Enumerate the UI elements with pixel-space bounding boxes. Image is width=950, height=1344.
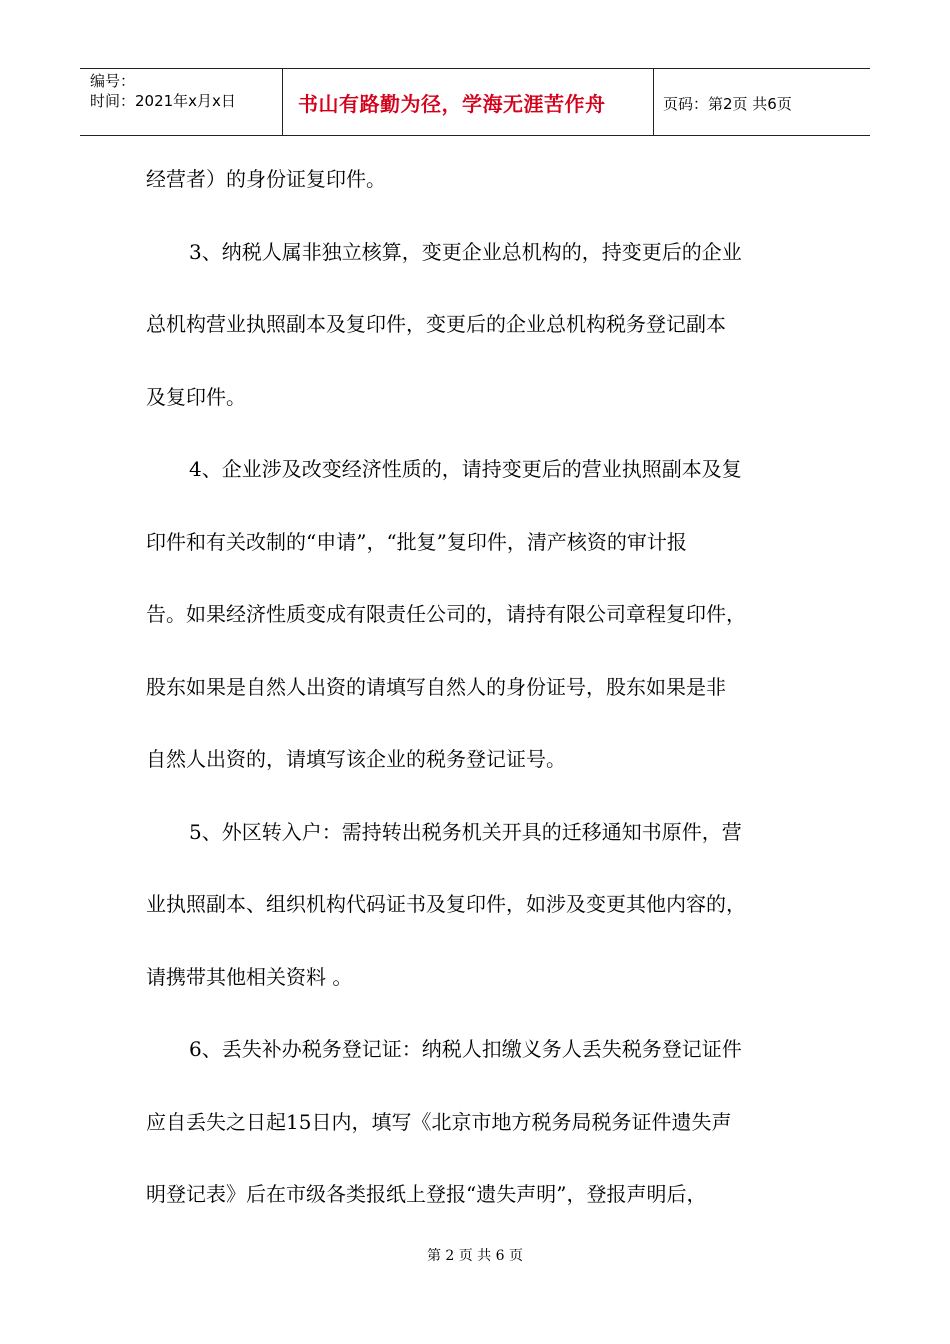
- body-line: 业执照副本、组织机构代码证书及复印件，如涉及变更其他内容的，: [146, 892, 746, 916]
- body-line: 及复印件。: [146, 384, 246, 409]
- page-footer: 第 2 页 共 6 页: [426, 1248, 524, 1264]
- body-line: 5、外区转入户：需持转出税务机关开具的迁移通知书原件，营: [189, 819, 742, 844]
- header-motto: 书山有路勤为径，学海无涯苦作舟: [298, 92, 606, 116]
- header-page-label: 页码：第2页 共6页: [663, 95, 792, 113]
- header-time-label: 时间：2021年x月x日: [90, 92, 236, 110]
- header-divider-right: [653, 69, 654, 135]
- body-line: 总机构营业执照副本及复印件，变更后的企业总机构税务登记副本: [146, 312, 726, 336]
- header-divider-left: [282, 69, 283, 135]
- body-line: 自然人出资的，请填写该企业的税务登记证号。: [146, 747, 566, 771]
- body-line: 印件和有关改制的“申请”，“批复”复印件，清产核资的审计报: [146, 529, 687, 554]
- body-line: 股东如果是自然人出资的请填写自然人的身份证号，股东如果是非: [146, 674, 726, 699]
- header-number-label: 编号：: [90, 72, 136, 90]
- body-line: 经营者）的身份证复印件。: [146, 167, 386, 191]
- body-line: 应自丢失之日起15日内，填写《北京市地方税务局税务证件遗失声: [146, 1109, 732, 1134]
- document-body: [146, 162, 826, 1250]
- body-line: 明登记表》后在市级各类报纸上登报“遗失声明”，登报声明后，: [146, 1182, 707, 1206]
- page-header: [80, 68, 870, 136]
- body-line: 请携带其他相关资料 。: [146, 964, 353, 989]
- body-line: 3、纳税人属非独立核算，变更企业总机构的，持变更后的企业: [189, 239, 742, 264]
- body-line: 4、企业涉及改变经济性质的，请持变更后的营业执照副本及复: [189, 457, 742, 481]
- body-line: 告。如果经济性质变成有限责任公司的，请持有限公司章程复印件，: [146, 602, 746, 626]
- body-line: 6、丢失补办税务登记证：纳税人扣缴义务人丢失税务登记证件: [189, 1037, 742, 1061]
